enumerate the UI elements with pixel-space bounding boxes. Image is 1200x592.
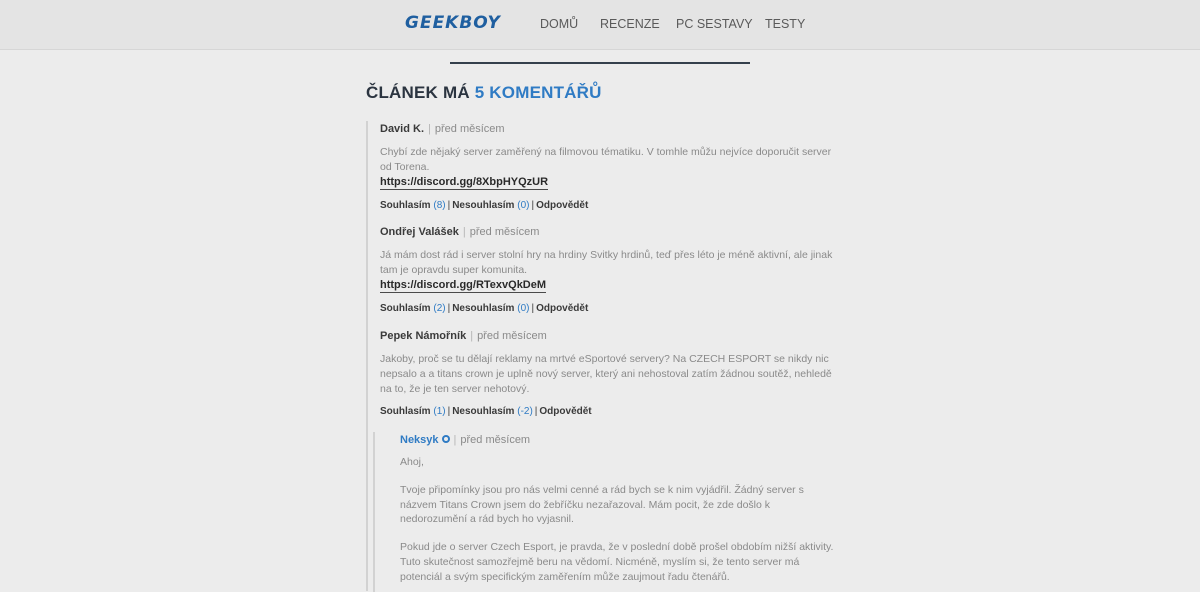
comment-body — [380, 248, 835, 293]
comment-item — [380, 329, 835, 418]
reply-button[interactable]: Odpovědět — [539, 406, 592, 418]
comment-meta: David K. | před měsícem — [380, 123, 505, 135]
comment-author: David K. — [380, 123, 425, 135]
comment-text: Já mám dost rád i server stolní hry na hrdiny Svitky hrdinů, teď přes léto je méně aktivní, ale jinak tam je opravdu super komunita. — [380, 249, 833, 276]
comment-meta: Neksyk | před měsícem — [400, 434, 531, 446]
comment-actions: Souhlasím (2) | Nesouhlasím (0) | Odpovědět — [380, 302, 589, 314]
nav-item-home[interactable]: DOMŮ — [540, 17, 579, 31]
section-divider — [450, 62, 750, 64]
comment-link[interactable]: https://discord.gg/RTexvQkDeM — [380, 278, 547, 291]
reply-comment — [400, 433, 835, 585]
agree-button[interactable]: Souhlasím (1) — [380, 406, 446, 418]
comment-actions: Souhlasím (1) | Nesouhlasím (-2) | Odpovědět — [380, 406, 592, 418]
comment-meta: Ondřej Valášek | před měsícem — [380, 226, 540, 238]
comment-time: před měsícem — [477, 330, 547, 342]
comment-body — [400, 455, 835, 585]
comment-text: Chybí zde nějaký server zaměřený na filmovou tématiku. V tomhle můžu nejvíce doporučit server od Torena. — [380, 146, 832, 173]
comment-meta: Pepek Námořník | před měsícem — [380, 330, 547, 342]
reply-paragraph: Tvoje připomínky jsou pro nás velmi cenné a rád bych se k nim vyjádřil. Žádný server s názvem Titans Crown jsem do žebříčku nezařazoval. Mám pocit, že zde došlo k nedorozumění a rád bych ho vyjasnil. — [400, 483, 804, 526]
comment-author: Neksyk — [400, 434, 439, 446]
nav-item-reviews[interactable]: RECENZE — [600, 17, 660, 31]
reply-button[interactable]: Odpovědět — [536, 302, 589, 314]
comment-time: před měsícem — [460, 434, 531, 446]
comment-time: před měsícem — [469, 226, 540, 238]
agree-button[interactable]: Souhlasím (8) — [380, 199, 446, 211]
comment-link[interactable]: https://discord.gg/8XbpHYQzUR — [380, 175, 549, 188]
verified-badge-icon — [442, 435, 450, 443]
comment-body — [380, 145, 835, 190]
comment-time: před měsícem — [434, 123, 505, 135]
reply-button[interactable]: Odpovědět — [536, 199, 589, 211]
reply-paragraph: Pokud jde o server Czech Esport, je pravda, že v poslední době prošel obdobím nižší aktivity. Tuto skutečnost samozřejmě beru na vědomí. Nicméně, myslím si, že tento server má potenciál a svým specifickým zaměřením může zaujmout řadu čtenářů. — [400, 541, 834, 583]
comment-author: Ondřej Valášek — [380, 226, 459, 238]
comments-heading-prefix: ČLÁNEK MÁ — [366, 83, 470, 102]
reply-thread — [373, 432, 835, 592]
disagree-button[interactable]: Nesouhlasím (0) — [452, 302, 530, 314]
comments-heading — [366, 82, 602, 104]
site-logo[interactable]: GEEKBOY — [405, 13, 501, 33]
top-navigation-bar — [0, 0, 1200, 50]
disagree-button[interactable]: Nesouhlasím (0) — [452, 199, 530, 211]
comment-item — [380, 122, 835, 212]
comment-actions: Souhlasím (8) | Nesouhlasím (0) | Odpovědět — [380, 199, 589, 211]
agree-button[interactable]: Souhlasím (2) — [380, 302, 446, 314]
disagree-button[interactable]: Nesouhlasím (-2) — [452, 406, 533, 418]
nav-item-pc-builds[interactable]: PC SESTAVY — [676, 17, 753, 31]
comment-author: Pepek Námořník — [380, 330, 467, 342]
comments-count: 5 KOMENTÁŘŮ — [474, 83, 602, 102]
comment-text: Jakoby, proč se tu dělají reklamy na mrtvé eSportové servery? Na CZECH ESPORT se nikdy nic nepsalo a a titans crown je uplně nový server, který ani nehostoval zatím žádnou soutěž, nehledě na to, že je ten server nehotový. — [380, 353, 832, 395]
comment-item — [380, 225, 835, 315]
nav-item-tests[interactable]: TESTY — [765, 17, 806, 31]
comment-body — [380, 352, 835, 396]
reply-paragraph: Ahoj, — [400, 456, 424, 468]
